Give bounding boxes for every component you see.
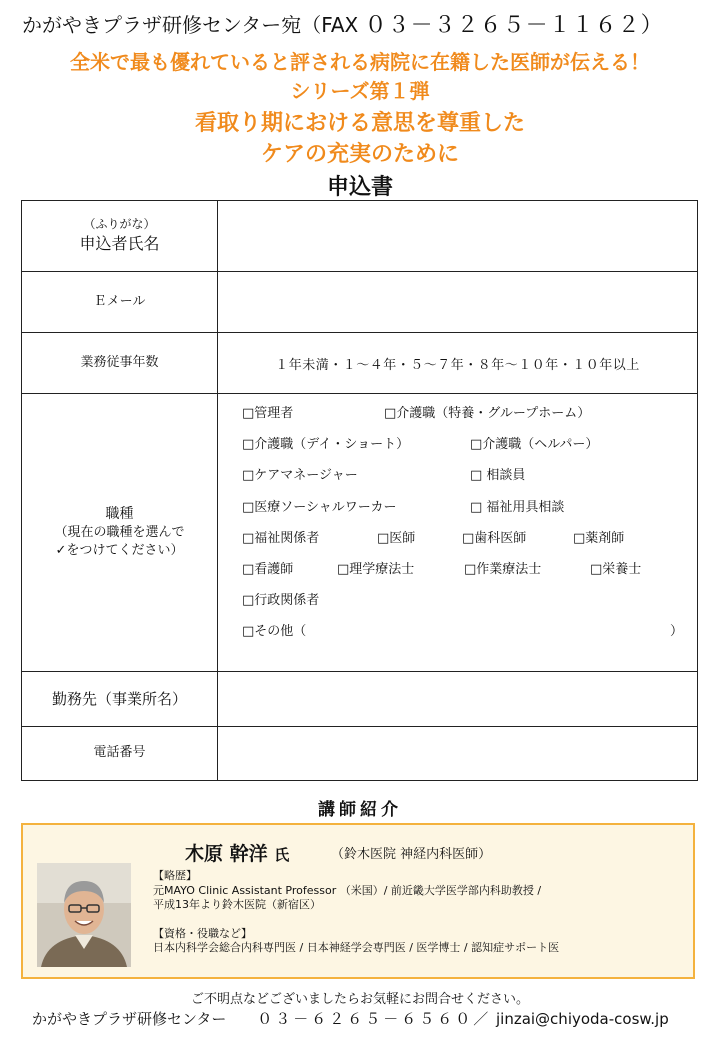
seminar-title-2: ケアの充実のために — [260, 142, 459, 167]
history-heading: 【略歴】 — [153, 869, 197, 882]
checkbox-care-manager[interactable]: □ケアマネージャー — [242, 468, 358, 484]
checkbox-pt[interactable]: □理学療法士 — [337, 561, 415, 577]
checkbox-manager[interactable]: □管理者 — [242, 406, 294, 421]
application-form — [21, 200, 698, 781]
checkbox-welfare-equipment[interactable]: □ 福祉用具相談 — [470, 499, 565, 515]
promo-line: 全米で最も優れていると評される病院に在籍した医師が伝える！ — [70, 50, 650, 74]
qualification-line: 日本内科学会総合内科専門医 / 日本神経学会専門医 / 医学博士 / 認知症サポート医 — [153, 941, 560, 954]
form-title: 申込書 — [326, 175, 393, 200]
series-line: シリーズ第１弾 — [290, 79, 430, 103]
checkbox-government[interactable]: □行政関係者 — [242, 593, 320, 609]
fax-header — [22, 8, 712, 39]
lecturer-affiliation: （鈴木医院 神経内科医師） — [331, 847, 492, 862]
name-label-cell — [22, 201, 218, 272]
checkbox-welfare[interactable]: □福祉関係者 — [242, 530, 320, 546]
occupation-label: 職種 — [105, 505, 134, 522]
qualification-heading: 【資格・役職など】 — [153, 926, 252, 940]
other-close-paren: ） — [669, 624, 683, 640]
name-label: 申込者氏名 — [79, 234, 160, 254]
phone-label: 電話番号 — [22, 727, 218, 781]
checkbox-ot[interactable]: □作業療法士 — [464, 561, 542, 577]
years-label: 業務従事年数 — [22, 333, 218, 394]
checkbox-dietitian[interactable]: □栄養士 — [590, 561, 642, 577]
lecturer-photo — [37, 863, 131, 967]
checkbox-social-worker[interactable]: □医療ソーシャルワーカー — [242, 499, 397, 515]
checkbox-pharmacist[interactable]: □薬剤師 — [573, 530, 625, 546]
occupation-label-cell — [22, 394, 218, 672]
fax-prefix: かがやきプラザ研修センター宛（FAX — [22, 13, 359, 37]
checkbox-counselor[interactable]: □ 相談員 — [470, 468, 526, 484]
email-field[interactable] — [218, 272, 698, 333]
contact-tel: ０３－６２６５－６５６０／ — [257, 1010, 492, 1028]
checkbox-dentist[interactable]: □歯科医師 — [462, 530, 527, 546]
furigana-label: （ふりがな） — [83, 217, 156, 232]
checkbox-other[interactable]: □その他（ — [242, 624, 307, 640]
workplace-label: 勤務先（事業所名） — [22, 672, 218, 727]
occupation-note-2: ✓をつけてください） — [55, 543, 184, 559]
checkbox-care-facility[interactable]: □介護職（特養・グループホーム） — [384, 406, 591, 421]
lecturer-honorific: 氏 — [274, 846, 290, 864]
seminar-title-1: 看取り期における意思を尊重した — [194, 111, 525, 136]
workplace-field[interactable] — [218, 672, 698, 727]
history-line-2: 平成13年より鈴木医院（新宿区） — [153, 898, 321, 911]
contact-line — [32, 1008, 702, 1029]
inquiry-note: ご不明点などございましたらお気軽にお問合せください。 — [190, 992, 529, 1007]
lecturer-name-line — [185, 839, 289, 866]
checkbox-care-helper[interactable]: □介護職（ヘルパー） — [470, 437, 599, 453]
checkbox-doctor[interactable]: □医師 — [377, 530, 416, 546]
lecturer-box — [21, 823, 695, 979]
checkbox-care-day[interactable]: □介護職（デイ・ショート） — [242, 437, 410, 453]
lecturer-name: 木原 幹洋 — [185, 843, 268, 865]
contact-email[interactable]: jinzai@chiyoda-cosw.jp — [495, 1010, 669, 1028]
phone-field[interactable] — [218, 727, 698, 781]
years-options[interactable]: １年未満・１～４年・５～７年・８年～１０年・１０年以上 — [218, 333, 698, 394]
lecturer-bio — [153, 869, 559, 956]
lecturer-section-title: 講師紹介 — [318, 800, 402, 820]
checkbox-nurse[interactable]: □看護師 — [242, 561, 294, 577]
name-field[interactable] — [218, 201, 698, 272]
occupation-note-1: （現在の職種を選んで — [54, 525, 185, 541]
contact-org: かがやきプラザ研修センター — [32, 1010, 227, 1028]
history-line-1: 元MAYO Clinic Assistant Professor （米国）/ 前近畿大学医学部内科助教授 / — [153, 883, 542, 897]
email-label: Ｅメール — [22, 272, 218, 333]
occupation-options — [218, 394, 698, 672]
fax-number: ０３－３２６５－１１６２） — [364, 13, 664, 38]
